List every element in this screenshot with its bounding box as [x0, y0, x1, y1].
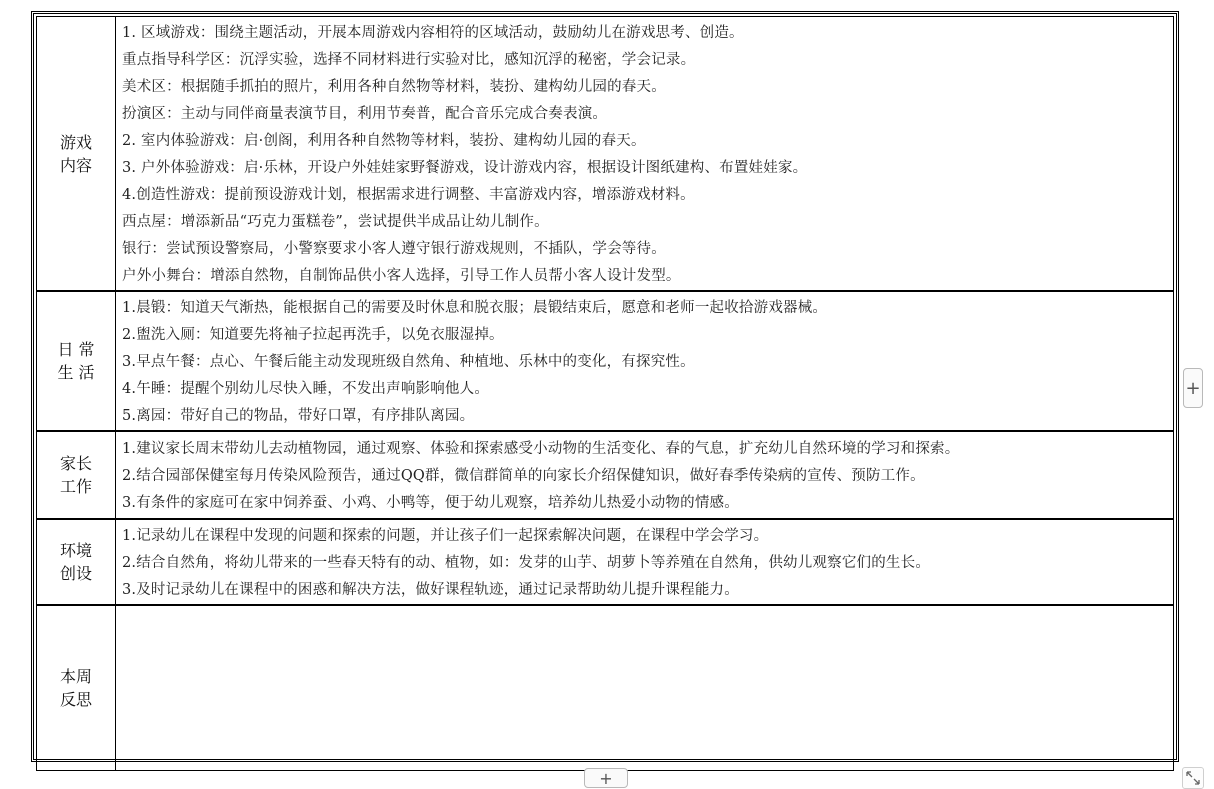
row-label-line: 日 常	[57, 340, 95, 359]
content-line: 美术区：根据随手抓拍的照片，利用各种自然物等材料，装扮、建构幼儿园的春天。	[122, 79, 666, 95]
row-label-line: 本周	[59, 666, 92, 686]
row-label-line: 创设	[59, 564, 92, 583]
content-line: 4.创造性游戏：提前预设游戏计划，根据需求进行调整、丰富游戏内容，增添游戏材料。	[122, 187, 695, 203]
row-label-daily-life	[37, 291, 116, 431]
row-label-line: 内容	[59, 155, 92, 175]
row-label-line: 反思	[59, 689, 92, 709]
row-label-line: 家长	[59, 454, 92, 473]
content-line: 3.有条件的家庭可在家中饲养蚕、小鸡、小鸭等，便于幼儿观察，培养幼儿热爱小动物的情感。	[122, 495, 739, 511]
table-row-daily-life	[37, 291, 1174, 431]
row-content-parent-work[interactable]	[116, 431, 1174, 519]
content-line: 重点指导科学区：沉浮实验，选择不同材料进行实验对比，感知沉浮的秘密，学会记录。	[122, 52, 696, 68]
table-row-weekly-reflection	[37, 605, 1174, 770]
content-line: 2. 室内体验游戏：启·创阁，利用各种自然物等材料，装扮、建构幼儿园的春天。	[122, 133, 646, 149]
row-content-game[interactable]	[116, 17, 1174, 292]
content-line: 2.结合自然角，将幼儿带来的一些春天特有的动、植物，如：发芽的山芋、胡萝卜等养殖在自然角，供幼儿观察它们的生长。	[122, 555, 931, 571]
content-line: 西点屋：增添新品“巧克力蛋糕卷”，尝试提供半成品让幼儿制作。	[122, 214, 549, 230]
row-label-weekly-reflection	[37, 605, 116, 770]
row-label-line: 环境	[59, 541, 92, 560]
table-row-parent-work	[37, 431, 1174, 519]
row-content-daily-life[interactable]	[116, 291, 1174, 431]
row-label-game-content	[37, 17, 116, 292]
content-line: 3. 户外体验游戏：启·乐林，开设户外娃娃家野餐游戏，设计游戏内容，根据设计图纸建构、布置娃娃家。	[122, 160, 808, 176]
add-column-button[interactable]: +	[1183, 368, 1203, 408]
content-line: 1. 区域游戏：围绕主题活动，开展本周游戏内容相符的区域活动，鼓励幼儿在游戏思考、创造。	[122, 25, 744, 41]
row-label-line: 生 活	[57, 363, 95, 382]
content-line: 2.盥洗入厕：知道要先将袖子拉起再洗手，以免衣服湿掉。	[122, 327, 504, 343]
content-line: 户外小舞台：增添自然物，自制饰品供小客人选择，引导工作人员帮小客人设计发型。	[122, 268, 681, 284]
table-row-game-content	[37, 17, 1174, 292]
table-row-environment	[37, 519, 1174, 605]
expand-arrows-icon[interactable]	[1182, 767, 1204, 789]
row-label-line: 游戏	[59, 132, 92, 152]
content-line: 4.午睡：提醒个别幼儿尽快入睡，不发出声响影响他人。	[122, 381, 490, 397]
content-line: 1.建议家长周末带幼儿去动植物园，通过观察、体验和探索感受小动物的生活变化、春的气息，扩充幼儿自然环境的学习和探索。	[122, 441, 960, 457]
add-row-button[interactable]: +	[584, 768, 628, 788]
weekly-plan-table	[36, 16, 1174, 771]
row-label-parent-work	[37, 431, 116, 519]
content-line: 3.早点午餐：点心、午餐后能主动发现班级自然角、种植地、乐林中的变化，有探究性。	[122, 354, 695, 370]
content-line: 2.结合园部保健室每月传染风险预告，通过QQ群，微信群简单的向家长介绍保健知识，做好春季传染病的宣传、预防工作。	[122, 468, 925, 484]
content-line: 3.及时记录幼儿在课程中的困惑和解决方法，做好课程轨迹，通过记录帮助幼儿提升课程能力。	[122, 582, 739, 598]
row-label-line: 工作	[59, 477, 92, 496]
weekly-plan-table-frame	[31, 11, 1179, 762]
content-line: 扮演区：主动与同伴商量表演节目，利用节奏普，配合音乐完成合奏表演。	[122, 106, 608, 122]
content-line: 1.晨锻：知道天气渐热，能根据自己的需要及时休息和脱衣服；晨锻结束后，愿意和老师一起收拾游戏器械。	[122, 300, 828, 316]
row-content-environment[interactable]	[116, 519, 1174, 605]
content-line: 银行：尝试预设警察局，小警察要求小客人遵守银行游戏规则，不插队，学会等待。	[122, 241, 666, 257]
row-label-environment	[37, 519, 116, 605]
content-line: 1.记录幼儿在课程中发现的问题和探索的问题，并让孩子们一起探索解决问题，在课程中学会学习。	[122, 528, 769, 544]
row-content-weekly-reflection[interactable]	[116, 605, 1174, 770]
content-line: 5.离园：带好自己的物品，带好口罩，有序排队离园。	[122, 408, 475, 424]
